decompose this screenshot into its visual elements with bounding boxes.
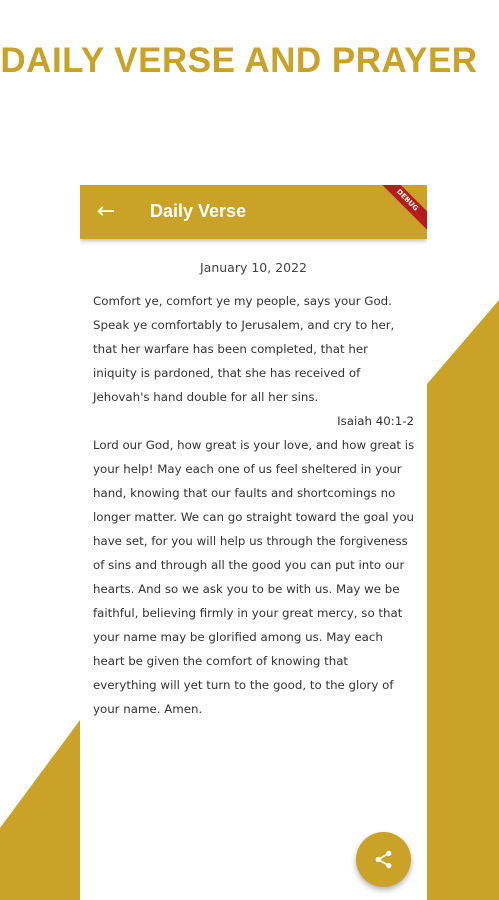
app-screen — [80, 185, 427, 900]
decorative-shape-right — [427, 300, 499, 900]
verse-text: Comfort ye, comfort ye my people, says your God. Speak ye comfortably to Jerusalem, and cry to her, that her warfare has been completed, that her iniquity is pardoned, that she has received of Jehovah's hand double for all her sins. — [93, 294, 395, 404]
app-bar — [80, 185, 427, 239]
app-bar-title: Daily Verse — [150, 201, 247, 221]
share-icon — [373, 849, 394, 870]
verse-reference: Isaiah 40:1-2 — [337, 414, 414, 428]
verse-date: January 10, 2022 — [199, 260, 308, 275]
debug-banner: DEBUG — [370, 185, 427, 238]
back-arrow-icon[interactable]: ← — [96, 199, 116, 224]
decorative-shape-left — [0, 720, 80, 900]
share-button[interactable] — [356, 832, 411, 887]
banner-title: DAILY VERSE AND PRAYER — [0, 41, 478, 80]
prayer-text: Lord our God, how great is your love, and how great is your help! May each one of us feel sheltered in your hand, knowing that our faults and shortcomings no longer matter. We can go straight toward the goal you have set, for you will help us through the forgiveness of sins and through all the good you can put into our hearts. And so we ask you to be with us. May we be faithful, believing firmly in your great mercy, so that your name may be glorified among us. May each heart be given the comfort of knowing that everything will yet turn to the good, to the glory of your name. Amen. — [93, 438, 415, 716]
